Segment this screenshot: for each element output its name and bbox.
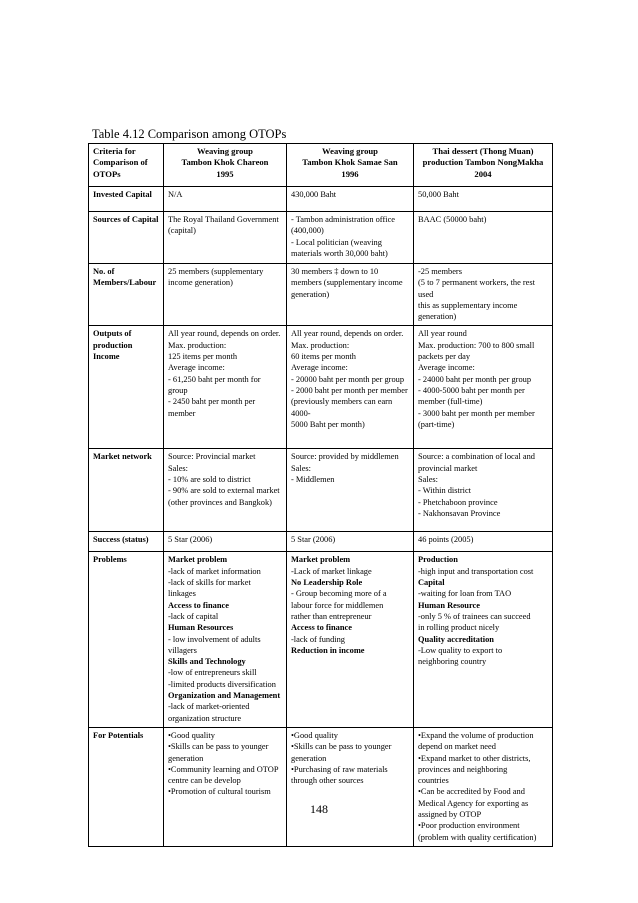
table-row [89, 212, 553, 264]
cell-line: -low of entrepreneurs skill [168, 668, 257, 678]
header-criteria [89, 144, 164, 187]
row-criteria [89, 212, 164, 264]
cell-line: •Good quality [168, 730, 215, 740]
cell-line: •Good quality [291, 730, 338, 740]
header-col1-line: Tambon Khok Chareon [181, 157, 269, 168]
cell-line: 5000 Baht per month) [291, 419, 365, 429]
cell-line: generation) [418, 312, 457, 322]
header-col1-line: Weaving group [197, 146, 253, 156]
cell-line: Max. production: [168, 340, 227, 350]
cell-line: - 90% are sold to external market [168, 486, 280, 496]
cell-line: •Poor production environment [418, 821, 520, 831]
cell-line: All year round, depends on order. [291, 329, 404, 339]
criteria-line: Outputs of [93, 329, 132, 339]
criteria-line: Sources of Capital [93, 215, 159, 224]
cell-line: •Expand the volume of production [418, 730, 534, 740]
cell-col3 [414, 449, 553, 532]
header-col2 [287, 144, 414, 187]
cell-line: BAAC (50000 baht) [418, 215, 487, 224]
cell-col2 [287, 264, 414, 326]
cell-line: labour force for middlemen [291, 600, 384, 610]
cell-line: (problem with quality certification) [418, 832, 537, 842]
cell-line: villagers [168, 645, 197, 655]
cell-col1 [164, 727, 287, 846]
cell-subheading: Skills and Technology [168, 657, 246, 667]
cell-line: Sales: [291, 463, 312, 473]
header-criteria-line: OTOPs [93, 168, 121, 179]
cell-line: -Low quality to export to [418, 645, 503, 655]
cell-subheading: Access to finance [291, 623, 352, 633]
header-col2-line: 1996 [341, 168, 359, 179]
cell-line: •Skills can be pass to younger [168, 742, 269, 752]
cell-line: income generation) [168, 278, 233, 288]
cell-line: depend on market need [418, 742, 496, 752]
header-col3-line: production Tambon NongMakha [422, 157, 544, 168]
cell-line: (400,000) [291, 226, 324, 236]
cell-line: organization structure [168, 713, 242, 723]
comparison-table [88, 143, 553, 847]
cell-line: - 4000-5000 baht per month per [418, 385, 525, 395]
cell-line: •Expand market to other districts, [418, 753, 531, 763]
cell-line: Sales: [418, 475, 439, 485]
cell-line: 25 members (supplementary [168, 267, 264, 276]
cell-line: -lack of funding [291, 634, 345, 644]
cell-line: provinces and neighboring [418, 764, 508, 774]
cell-line: Source: a combination of local and [418, 452, 535, 462]
header-col2-line: Tambon Khok Samae San [302, 157, 398, 168]
cell-line: countries [418, 776, 449, 786]
header-col3-line: Thai dessert (Thong Muan) [432, 146, 534, 156]
cell-line: 30 members ‡ down to 10 [291, 267, 379, 276]
cell-line: - 61,250 baht per month for group [168, 374, 261, 395]
cell-line: -limited products diversification [168, 679, 276, 689]
cell-line: Max. production: [291, 340, 350, 350]
row-criteria [89, 552, 164, 727]
cell-col3 [414, 212, 553, 264]
header-col1-line: 1995 [216, 168, 234, 179]
row-criteria [89, 532, 164, 552]
row-criteria [89, 326, 164, 449]
criteria-line: Problems [93, 555, 127, 565]
cell-col2 [287, 727, 414, 846]
cell-line: -Lack of market linkage [291, 566, 372, 576]
cell-line: N/A [168, 190, 183, 199]
page-number: 148 [310, 802, 328, 816]
cell-line: 5 Star (2006) [168, 535, 213, 545]
cell-line: - 3000 baht per month per member [418, 408, 535, 418]
cell-col1 [164, 449, 287, 532]
cell-line: generation [291, 753, 327, 763]
row-criteria [89, 449, 164, 532]
table-row [89, 264, 553, 326]
criteria-line: For Potentials [93, 730, 144, 740]
cell-line: 50,000 Baht [418, 190, 459, 199]
cell-line: -waiting for loan from TAO [418, 589, 512, 599]
cell-line: -25 members [418, 267, 462, 276]
cell-line: Average income: [168, 363, 225, 373]
criteria-line: Invested Capital [93, 190, 152, 199]
header-criteria-line: Comparison of [93, 157, 148, 168]
header-col3-line: 2004 [474, 168, 492, 179]
cell-line: linkages [168, 589, 196, 599]
cell-col2 [287, 212, 414, 264]
cell-subheading: Production [418, 555, 458, 565]
cell-line: - Middlemen [291, 475, 335, 485]
table-row [89, 552, 553, 727]
header-col3 [414, 144, 553, 187]
cell-col1 [164, 212, 287, 264]
criteria-line: Members/Labour [93, 278, 157, 288]
cell-line: Max. production: 700 to 800 small [418, 340, 535, 350]
cell-line: -lack of market information [168, 566, 261, 576]
cell-subheading: Human Resource [418, 600, 480, 610]
cell-line: All year round, depends on order. [168, 329, 281, 339]
cell-line: (previously members can earn 4000- [291, 397, 393, 418]
cell-line: 125 items per month [168, 352, 238, 362]
cell-line: All year round [418, 329, 467, 339]
criteria-line: Success (status) [93, 535, 149, 545]
cell-col3 [414, 532, 553, 552]
cell-line: - Group becoming more of a [291, 589, 387, 599]
cell-line: -lack of capital [168, 611, 219, 621]
cell-line: through other sources [291, 776, 364, 786]
table-row [89, 187, 553, 212]
cell-line: (capital) [168, 226, 196, 236]
cell-col3 [414, 727, 553, 846]
cell-col3 [414, 326, 553, 449]
cell-col1 [164, 187, 287, 212]
cell-line: - 24000 baht per month per group [418, 374, 532, 384]
row-criteria [89, 727, 164, 846]
cell-line: Source: provided by middlemen [291, 452, 399, 462]
cell-line: Average income: [291, 363, 348, 373]
table-header-row [89, 144, 553, 187]
cell-line: members (supplementary income [291, 278, 403, 288]
cell-line: •Community learning and OTOP [168, 764, 279, 774]
cell-line: centre can be develop [168, 776, 241, 786]
cell-line: - Nakhonsavan Province [418, 508, 501, 518]
cell-line: member [168, 408, 196, 418]
cell-line: materials worth 30,000 baht) [291, 248, 388, 258]
cell-col2 [287, 326, 414, 449]
cell-col2 [287, 552, 414, 727]
criteria-line: Income [93, 352, 120, 362]
cell-line: packets per day [418, 352, 471, 362]
cell-col1 [164, 326, 287, 449]
criteria-line: Market network [93, 452, 152, 462]
cell-line: in rolling product nicely [418, 623, 500, 633]
cell-line: assigned by OTOP [418, 810, 482, 820]
cell-line: neighboring country [418, 657, 487, 667]
cell-subheading: Human Resources [168, 623, 234, 633]
table-row [89, 326, 553, 449]
cell-line: provincial market [418, 463, 478, 473]
cell-line: - 20000 baht per month per group [291, 374, 405, 384]
table-row [89, 727, 553, 846]
cell-line: (5 to 7 permanent workers, the rest used [418, 278, 535, 299]
cell-subheading: Organization and Management [168, 691, 281, 701]
cell-line: (other provinces and Bangkok) [168, 497, 272, 507]
header-col2-line: Weaving group [322, 146, 378, 156]
cell-line: 60 items per month [291, 352, 356, 362]
cell-col3 [414, 187, 553, 212]
cell-subheading: Market problem [291, 555, 351, 565]
cell-line: The Royal Thailand Government [168, 215, 279, 224]
cell-col1 [164, 552, 287, 727]
cell-line: Sales: [168, 463, 189, 473]
cell-subheading: Market problem [168, 555, 228, 565]
cell-line: this as supplementary income [418, 300, 518, 310]
cell-line: Medical Agency for exporting as [418, 798, 529, 808]
cell-col1 [164, 532, 287, 552]
cell-line: - Local politician (weaving [291, 237, 382, 247]
cell-line: 5 Star (2006) [291, 535, 336, 545]
cell-line: -lack of market-oriented [168, 702, 250, 712]
cell-line: - Within district [418, 486, 472, 496]
cell-line: •Purchasing of raw materials [291, 764, 388, 774]
cell-line: member (full-time) [418, 397, 483, 407]
cell-line: - 2450 baht per month per [168, 397, 256, 407]
cell-line: •Can be accredited by Food and [418, 787, 525, 797]
cell-subheading: Capital [418, 578, 445, 588]
cell-col3 [414, 264, 553, 326]
cell-line: 430,000 Baht [291, 190, 337, 199]
cell-line: Average income: [418, 363, 475, 373]
cell-line: - 2000 baht per month per member [291, 385, 408, 395]
table-row [89, 449, 553, 532]
cell-line: - low involvement of adults [168, 634, 261, 644]
cell-col1 [164, 264, 287, 326]
criteria-line: production [93, 340, 133, 350]
cell-line: •Promotion of cultural tourism [168, 787, 271, 797]
cell-col2 [287, 187, 414, 212]
cell-subheading: Access to finance [168, 600, 229, 610]
table-row [89, 532, 553, 552]
cell-line: - 10% are sold to district [168, 475, 251, 485]
cell-line: - Phetchaboon province [418, 497, 498, 507]
cell-line: - Tambon administration office [291, 215, 395, 224]
cell-line: generation [168, 753, 204, 763]
table-caption: Table 4.12 Comparison among OTOPs [92, 127, 287, 141]
cell-col2 [287, 532, 414, 552]
cell-line: generation) [291, 289, 330, 299]
header-criteria-line: Criteria for [93, 146, 136, 156]
cell-line: (part-time) [418, 419, 455, 429]
cell-line: -high input and transportation cost [418, 566, 534, 576]
cell-col3 [414, 552, 553, 727]
cell-line: -only 5 % of trainees can succeed [418, 611, 531, 621]
criteria-line: No. of [93, 267, 115, 276]
cell-subheading: Quality accreditation [418, 634, 494, 644]
row-criteria [89, 264, 164, 326]
cell-col2 [287, 449, 414, 532]
cell-line: 46 points (2005) [418, 535, 474, 545]
cell-line: •Skills can be pass to younger [291, 742, 392, 752]
cell-line: -lack of skills for market [168, 578, 251, 588]
cell-subheading: No Leadership Role [291, 578, 363, 588]
cell-line: rather than entrepreneur [291, 611, 372, 621]
header-col1 [164, 144, 287, 187]
cell-subheading: Reduction in income [291, 645, 365, 655]
cell-line: Source: Provincial market [168, 452, 256, 462]
row-criteria [89, 187, 164, 212]
